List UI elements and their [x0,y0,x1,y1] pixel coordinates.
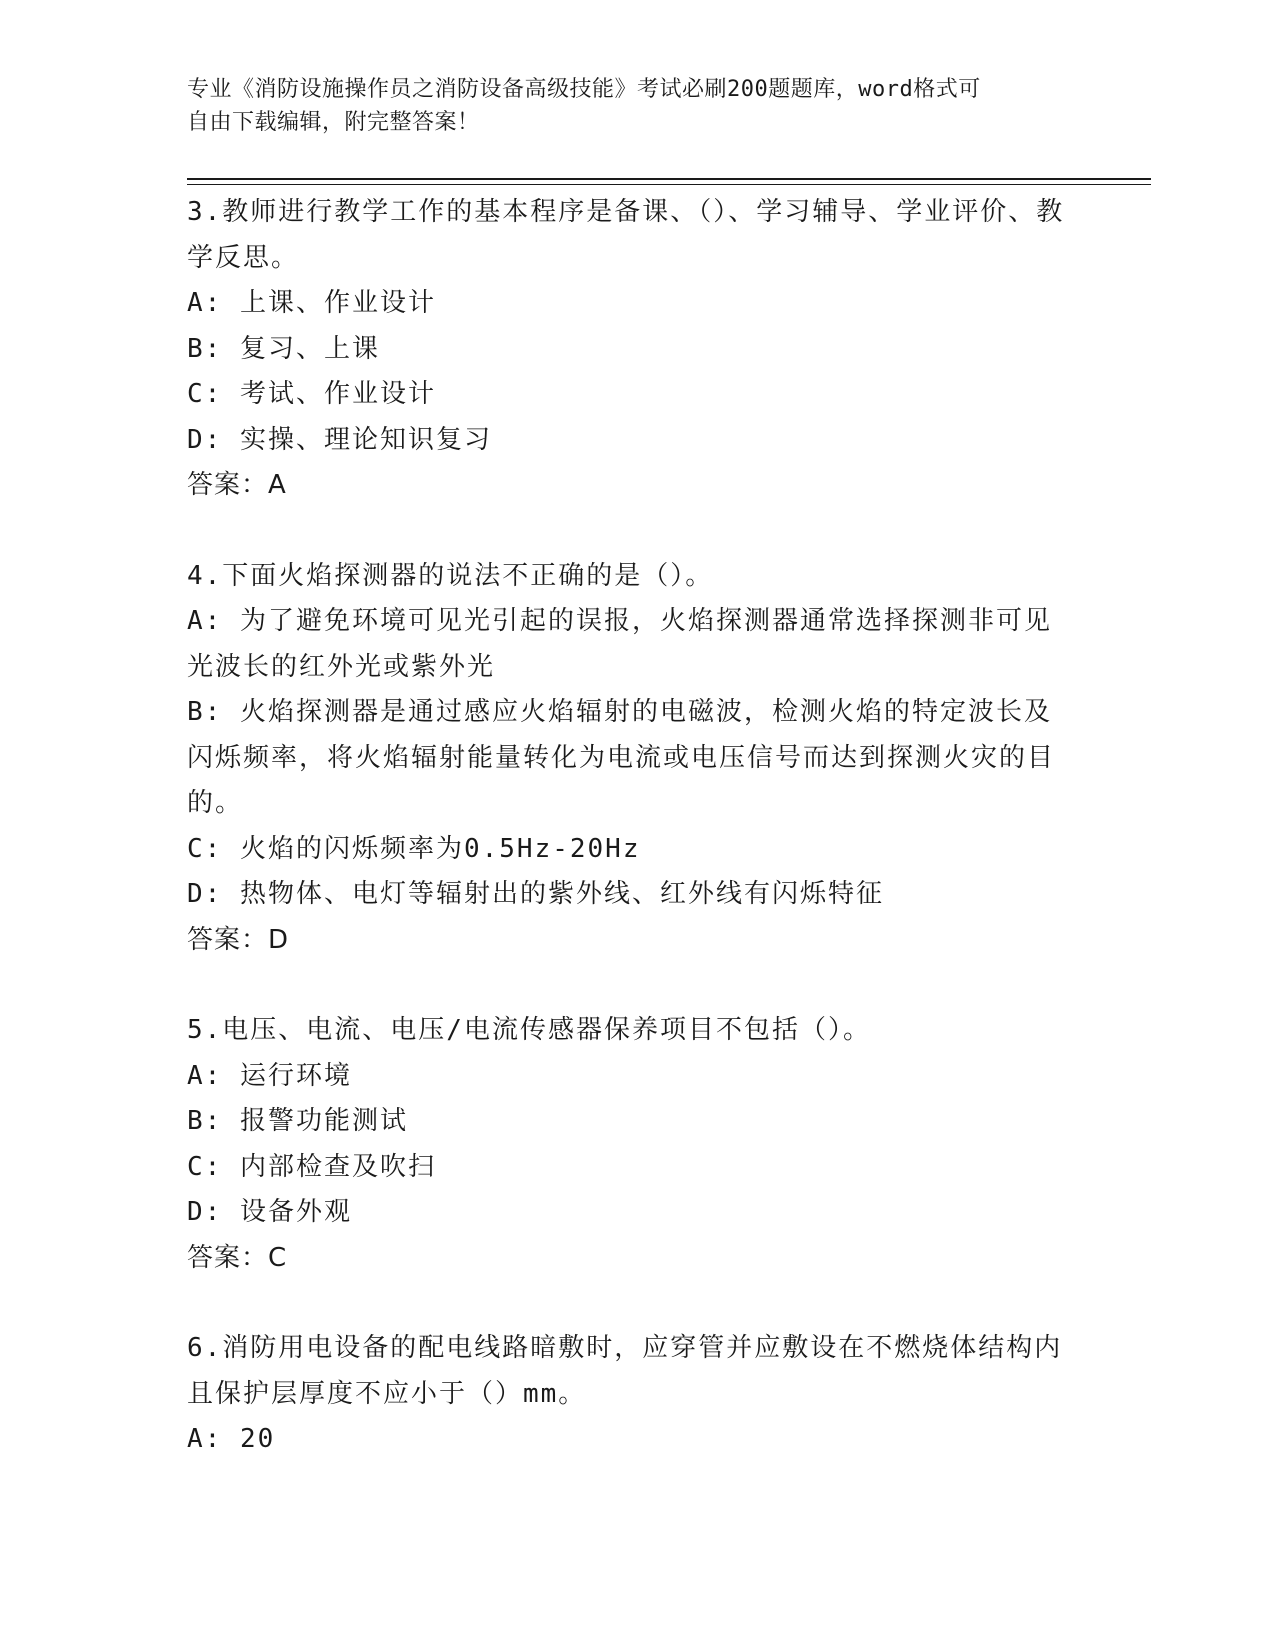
document-header [187,73,1067,139]
answer-line: 答案：D [187,924,290,955]
option-b: B: 复习、上课 [187,333,380,364]
option-c: C: 火焰的闪烁频率为0.5Hz-20Hz [187,833,641,864]
answer-line: 答案：A [187,470,287,500]
option-c: C: 内部检查及吹扫 [187,1151,436,1182]
header-line-2: 自由下载编辑，附完整答案！ [187,110,480,135]
question-text: 5.电压、电流、电压/电流传感器保养项目不包括（）。 [187,1015,871,1045]
question-text: 6.消防用电设备的配电线路暗敷时，应穿管并应敷设在不燃烧体结构内且保护层厚度不应小于（）mm。 [187,1333,1063,1409]
question-text: 3.教师进行教学工作的基本程序是备课、（）、学习辅导、学业评价、教学反思。 [187,197,1065,273]
option-b: B: 报警功能测试 [187,1106,408,1136]
question-5 [187,1008,1067,1281]
question-3 [187,190,1067,509]
question-6 [187,1326,1067,1463]
answer-line: 答案：C [187,1242,288,1273]
option-d: D: 热物体、电灯等辐射出的紫外线、红外线有闪烁特征 [187,879,884,909]
header-divider-thin [187,184,1151,185]
option-a: A: 20 [187,1424,276,1454]
option-a: A: 运行环境 [187,1060,352,1091]
question-list [187,190,1067,1463]
header-line-1: 专业《消防设施操作员之消防设备高级技能》考试必刷200题题库，word格式可 [187,77,981,102]
option-b: B: 火焰探测器是通过感应火焰辐射的电磁波，检测火焰的特定波长及闪烁频率，将火焰辐射能量转化为电流或电压信号而达到探测火灾的目的。 [187,697,1056,818]
option-d: D: 设备外观 [187,1197,352,1227]
question-4 [187,554,1067,964]
option-c: C: 考试、作业设计 [187,379,436,409]
option-a: A: 上课、作业设计 [187,288,436,318]
header-divider-thick [187,178,1151,180]
question-text: 4.下面火焰探测器的说法不正确的是（）。 [187,560,714,591]
option-a: A: 为了避免环境可见光引起的误报，火焰探测器通常选择探测非可见光波长的红外光或紫外光 [187,606,1052,682]
option-d: D: 实操、理论知识复习 [187,424,492,455]
